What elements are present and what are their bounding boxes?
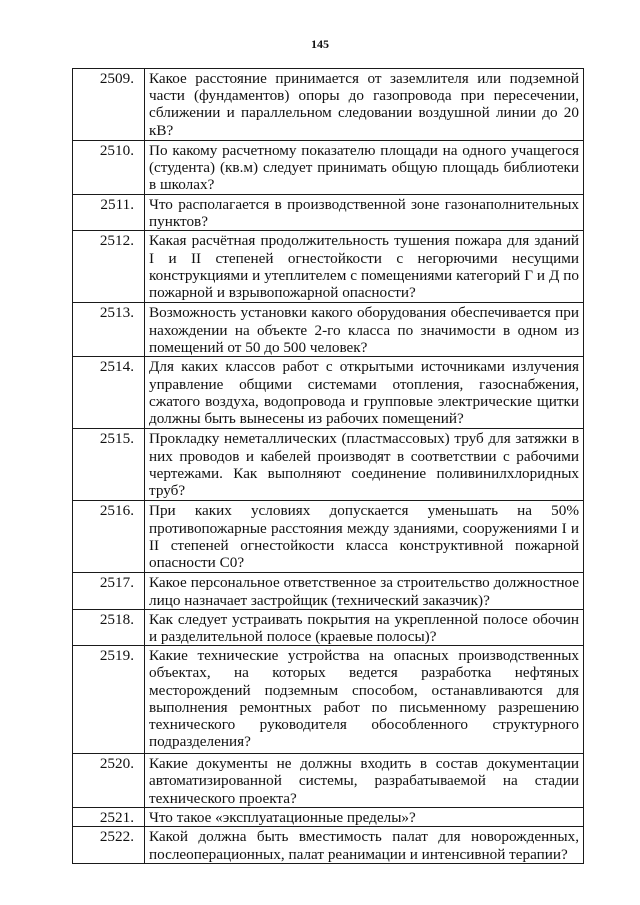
question-number: 2518. (73, 609, 145, 645)
question-text: Какие документы не должны входить в состав документации автоматизированной системы, разрабатываемой на стадии технического проекта? (145, 754, 584, 808)
question-number: 2514. (73, 357, 145, 429)
table-row (73, 303, 584, 357)
question-text: Какая расчётная продолжительность тушения пожара для зданий I и II степеней огнестойкости с негорючими несущими конструкциями и утеплителем с помещениями категорий Г и Д по пожарной и взрывопожарной опасности? (145, 231, 584, 303)
question-text: Что располагается в производственной зоне газонаполнительных пунктов? (145, 195, 584, 231)
table-row (73, 141, 584, 195)
question-text: Как следует устраивать покрытия на укрепленной полосе обочин и разделительной полосе (краевые полосы)? (145, 609, 584, 645)
table-row (73, 609, 584, 645)
questions-table (72, 68, 584, 864)
question-number: 2521. (73, 808, 145, 827)
question-text: Какой должна быть вместимость палат для новорожденных, послеоперационных, палат реанимации и интенсивной терапии? (145, 827, 584, 863)
table-row (73, 69, 584, 141)
question-text: Что такое «эксплуатационные пределы»? (145, 808, 584, 827)
question-number: 2513. (73, 303, 145, 357)
table-row (73, 429, 584, 501)
question-text: Какое расстояние принимается от заземлителя или подземной части (фундаментов) опоры до газопровода при пересечении, сближении и параллельном следовании воздушной линии до 20 кВ? (145, 69, 584, 141)
table-row (73, 195, 584, 231)
question-number: 2517. (73, 573, 145, 609)
question-text: При каких условиях допускается уменьшать на 50% противопожарные расстояния между зданиями, сооружениями I и II степеней огнестойкости класса конструктивной пожарной опасности С0? (145, 501, 584, 573)
table-row (73, 827, 584, 863)
question-number: 2509. (73, 69, 145, 141)
question-text: Какие технические устройства на опасных производственных объектах, на которых ведется разработка нефтяных месторождений подземным способом, останавливаются для выполнения ремонтных работ по письменному разрешению технического руководителя обособленного структурного подразделения? (145, 646, 584, 754)
question-text: Возможность установки какого оборудования обеспечивается при нахождении на объекте 2-го класса по значимости в одном из помещений от 50 до 500 человек? (145, 303, 584, 357)
table-row (73, 646, 584, 754)
question-text: Прокладку неметаллических (пластмассовых) труб для затяжки в них проводов и кабелей производят в соответствии с рабочими чертежами. Как выполняют соединение поливинилхлоридных труб? (145, 429, 584, 501)
question-number: 2516. (73, 501, 145, 573)
question-text: Какое персональное ответственное за строительство должностное лицо назначает застройщик (технический заказчик)? (145, 573, 584, 609)
question-text: По какому расчетному показателю площади на одного учащегося (студента) (кв.м) следует принимать общую площадь библиотеки в школах? (145, 141, 584, 195)
question-number: 2520. (73, 754, 145, 808)
question-number: 2510. (73, 141, 145, 195)
question-number: 2515. (73, 429, 145, 501)
question-number: 2519. (73, 646, 145, 754)
table-row (73, 808, 584, 827)
question-number: 2511. (73, 195, 145, 231)
table-row (73, 501, 584, 573)
table-row (73, 754, 584, 808)
table-row (73, 231, 584, 303)
page-number: 145 (311, 37, 329, 51)
question-number: 2512. (73, 231, 145, 303)
question-number: 2522. (73, 827, 145, 863)
table-row (73, 357, 584, 429)
question-text: Для каких классов работ с открытыми источниками излучения управление общими системами отопления, газоснабжения, сжатого воздуха, водопровода и групповые электрические щитки должны быть вынесены из рабочих помещений? (145, 357, 584, 429)
table-row (73, 573, 584, 609)
